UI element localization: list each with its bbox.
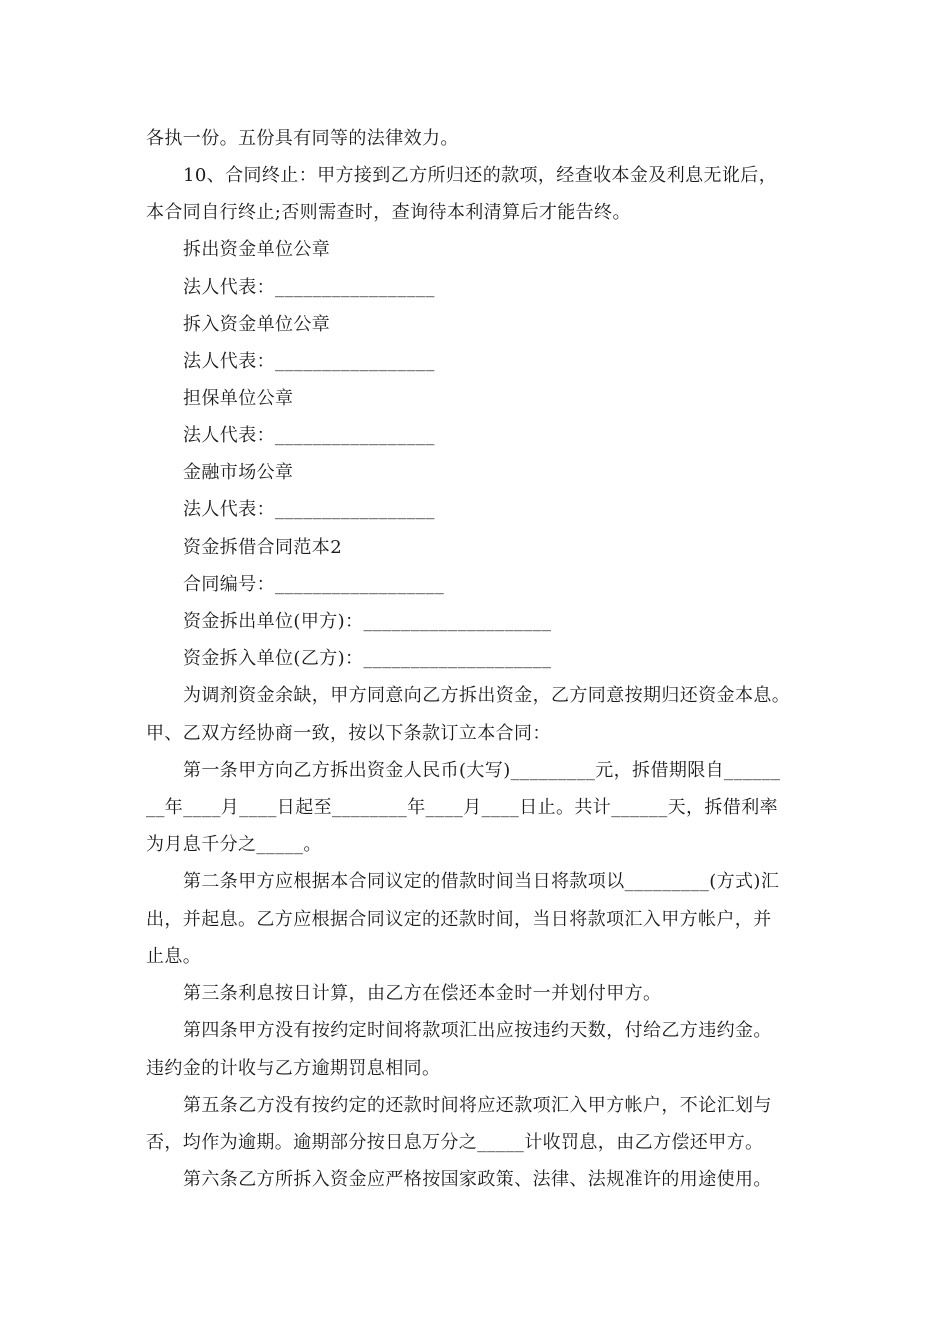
- text-line: 拆入资金单位公章: [183, 314, 331, 335]
- text-line: 出，并起息。乙方应根据合同议定的还款时间，当日将款项汇入甲方帐户，并: [146, 909, 772, 930]
- text-line: 第一条甲方向乙方拆出资金人民币(大写)_________元，拆借期限自______: [183, 760, 781, 781]
- text-line: 法人代表：_________________: [183, 351, 435, 372]
- text-line: 第三条利息按日计算，由乙方在偿还本金时一并划付甲方。: [183, 983, 662, 1004]
- text-line: 第五条乙方没有按约定的还款时间将应还款项汇入甲方帐户，不论汇划与: [183, 1095, 772, 1116]
- text-line: 法人代表：_________________: [183, 277, 435, 298]
- text-line: 各执一份。五份具有同等的法律效力。: [146, 128, 459, 149]
- text-line: 资金拆入单位(乙方)：____________________: [183, 648, 552, 669]
- text-line: 为调剂资金余缺，甲方同意向乙方拆出资金，乙方同意按期归还资金本息。: [183, 685, 791, 706]
- text-line: 资金拆出单位(甲方)：____________________: [183, 611, 552, 632]
- text-line: 第二条甲方应根据本合同议定的借款时间当日将款项以_________(方式)汇: [183, 871, 780, 892]
- text-line: 资金拆借合同范本2: [183, 537, 343, 558]
- text-line: 金融市场公章: [183, 462, 294, 483]
- text-line: 担保单位公章: [183, 388, 294, 409]
- text-line: 法人代表：_________________: [183, 425, 435, 446]
- text-line: 违约金的计收与乙方逾期罚息相同。: [146, 1058, 441, 1079]
- text-line: 否，均作为逾期。逾期部分按日息万分之_____计收罚息，由乙方偿还甲方。: [146, 1132, 764, 1153]
- text-line: 止息。: [146, 946, 202, 967]
- text-line: 第四条甲方没有按约定时间将款项汇出应按违约天数，付给乙方违约金。: [183, 1020, 772, 1041]
- text-line: __年____月____日起至________年____月____日止。共计______天，拆借利率: [146, 797, 778, 818]
- text-line: 法人代表：_________________: [183, 499, 435, 520]
- text-line: 第六条乙方所拆入资金应严格按国家政策、法律、法规准许的用途使用。: [183, 1169, 772, 1190]
- text-line: 拆出资金单位公章: [183, 239, 331, 260]
- text-line: 为月息千分之_____。: [146, 834, 322, 855]
- text-line: 甲、乙双方经协商一致，按以下条款订立本合同：: [146, 723, 551, 744]
- text-line: 合同编号：__________________: [183, 574, 445, 595]
- text-line: 10、合同终止：甲方接到乙方所归还的款项，经查收本金及利息无讹后，: [183, 165, 778, 186]
- text-line: 本合同自行终止;否则需查时，查询待本利清算后才能告终。: [146, 202, 631, 223]
